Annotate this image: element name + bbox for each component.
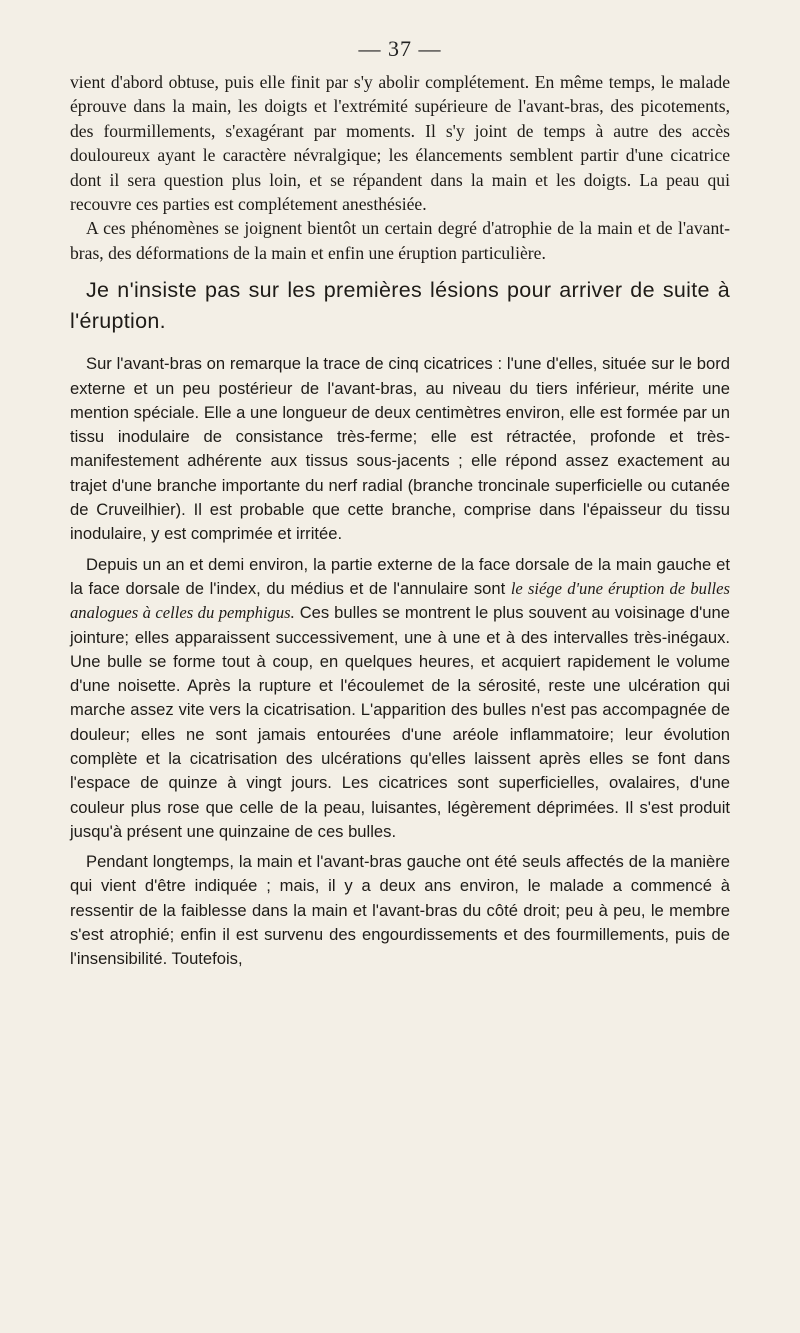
eruption-italic-phrase: le siége d'une éruption de bulles analogues à celles du pemphigus. — [70, 578, 730, 623]
opening-section — [70, 70, 730, 265]
section-heading: Je n'insiste pas sur les premières lésions pour arriver de suite à l'éruption. — [70, 278, 730, 334]
paragraph-continuation: vient d'abord obtuse, puis elle finit par s'y abolir complétement. En même temps, le malade éprouve dans la main, les doigts et l'extrémité supérieure de l'avant-bras, des picotements, des fourmillements, s'exagérant par moments. Il s'y joint de temps à autre des accès douloureux ayant le caractère névralgique; les élancements semblent partir d'une cicatrice dont il sera question plus loin, et se répandent dans la main et les doigts. La peau qui recouvre ces parties est complétement anesthésiée. — [70, 72, 730, 215]
observation-section — [70, 352, 730, 971]
paragraph-cicatrices: Sur l'avant-bras on remarque la trace de cinq cicatrices : l'une d'elles, située sur le bord externe et un peu postérieur de l'avant-bras, au niveau du tiers inférieur, mérite une mention spéciale. Elle a une longueur de deux centimètres environ, elle est formée par un tissu inodulaire de consistance très-ferme; elle est rétractée, profonde et très-manifestement adhérente aux tissus sous-jacents ; elle répond assez exactement au trajet d'une branche importante du nerf radial (branche troncinale superficielle ou cutanée de Cruveilhier). Il est probable que cette branche, comprise dans l'épaisseur du tissu inodulaire, y est comprimée et irritée. — [70, 354, 730, 544]
paragraph-right-side: Pendant longtemps, la main et l'avant-bras gauche ont été seuls affectés de la manière qui vient d'être indiquée ; mais, il y a deux ans environ, le malade a commencé à ressentir de la faiblesse dans la main et l'avant-bras du côté droit; peu à peu, le membre s'est atrophié; enfin il est survenu des engourdissements et des fourmillements, puis de l'insensibilité. Toutefois, — [70, 852, 730, 969]
page-number: — 37 — — [358, 36, 442, 61]
paragraph-atrophy: A ces phénomènes se joignent bientôt un certain degré d'atrophie de la main et de l'avant-bras, des déformations de la main et enfin une éruption particulière. — [70, 218, 730, 263]
paragraph-eruption — [70, 553, 730, 845]
eruption-text-start: Depuis un an et demi environ, la partie externe de la face dorsale de la main gauche et la face dorsale de l'index, du médius et de l'annulaire sont — [70, 554, 730, 598]
eruption-text-end: Ces bulles se montrent le plus souvent au voisinage d'une jointure; elles apparaissent successivement, une à une et à des intervalles très-inégaux. Une bulle se forme tout à coup, en quelques heures, et acquiert rapidement le volume d'une noisette. Après la rupture et l'écoulemet de la sérosité, reste une ulcération qui marche assez vite vers la cicatrisation. L'apparition des bulles n'est pas accompagnée de douleur; elles ne sont jamais entourées d'une aréole inflammatoire; leur évolution complète et la cicatrisation des ulcérations qu'elles laissent après elles se font dans l'espace de quinze à vingt jours. Les cicatrices sont superficielles, ovalaires, d'une couleur plus rose que celle de la peau, luisantes, légèrement déprimées. Il s'est produit jusqu'à présent une quinzaine de ces bulles. — [70, 603, 730, 841]
